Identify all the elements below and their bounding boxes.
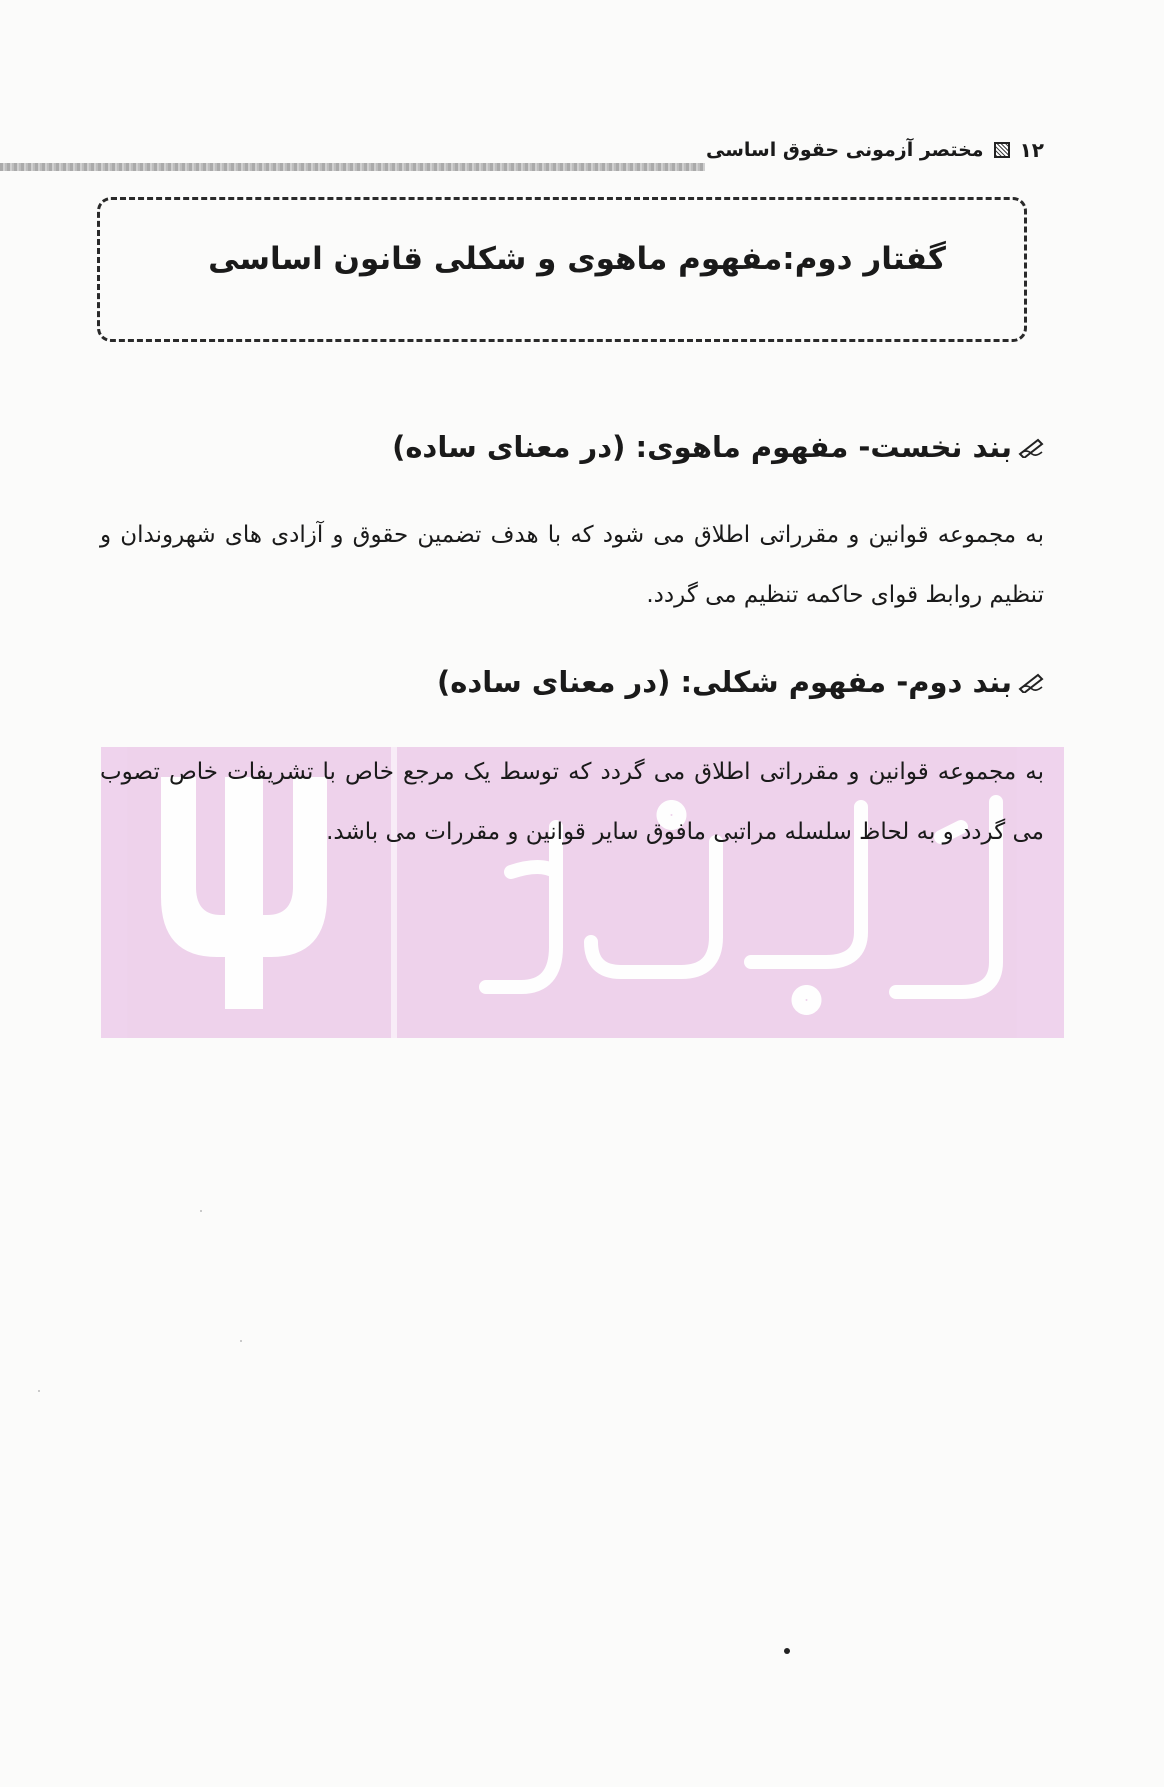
section-heading (392, 430, 1044, 464)
paper-speck (200, 1210, 202, 1212)
chapter-title-box (97, 197, 1027, 342)
page-number: ۱۲ (1019, 138, 1044, 162)
page-mark (784, 1648, 790, 1654)
pen-writing-icon (1018, 436, 1044, 458)
section-body: به مجموعه قوانین و مقرراتی اطلاق می گردد که توسط یک مرجع خاص با تشریفات خاص تصوب می گردد و به لحاظ سلسله مراتبی مافوق سایر قوانین و مقررات می باشد. (100, 759, 1044, 845)
section-heading-text: بند دوم- مفهوم شکلی: (در معنای ساده) (437, 665, 1012, 699)
header-rule (0, 163, 705, 171)
book-title: مختصر آزمونی حقوق اساسی (705, 139, 984, 161)
paper-speck (38, 1390, 40, 1392)
running-header (706, 138, 1044, 162)
paper-speck (240, 1340, 242, 1342)
section-heading (437, 665, 1044, 699)
section-heading-text: بند نخست- مفهوم ماهوی: (در معنای ساده) (392, 430, 1012, 464)
chapter-title: گفتار دوم:مفهوم ماهوی و شکلی قانون اساسی (208, 240, 946, 277)
square-bullet-icon (994, 142, 1010, 158)
pen-writing-icon (1018, 671, 1044, 693)
section-body: به مجموعه قوانین و مقرراتی اطلاق می شود که با هدف تضمین حقوق و آزادی های شهروندان و تنظیم روابط قوای حاکمه تنظیم می گردد. (100, 522, 1044, 608)
